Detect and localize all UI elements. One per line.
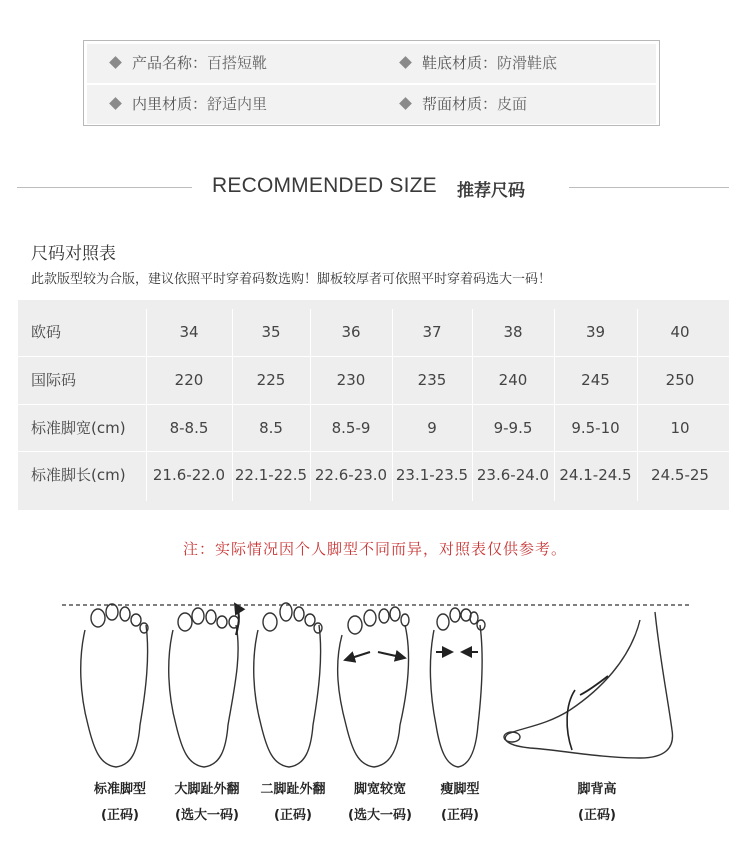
foot-type-name: 脚背高 xyxy=(577,782,617,797)
property-value: 舒适内里 xyxy=(207,95,268,113)
property-value: 皮面 xyxy=(497,95,528,113)
table-cell: 8.5 xyxy=(259,419,283,437)
table-divider xyxy=(18,404,729,405)
row-header: 标准脚宽(cm) xyxy=(31,419,126,437)
foot-high-instep-icon xyxy=(504,612,673,758)
diamond-bullet-icon xyxy=(399,56,412,69)
table-cell: 22.6-23.0 xyxy=(314,466,388,484)
diamond-bullet-icon xyxy=(399,97,412,110)
table-cell: 225 xyxy=(256,371,286,389)
disclaimer-note: 注：实际情况因个人脚型不同而异，对照表仅供参考。 xyxy=(182,540,567,558)
heading-divider xyxy=(17,187,192,188)
table-cell: 250 xyxy=(665,371,695,389)
foot-wide-icon xyxy=(338,607,409,767)
table-cell: 22.1-22.5 xyxy=(234,466,308,484)
heading-divider xyxy=(569,187,729,188)
section-heading xyxy=(0,172,750,202)
foot-type-advice: (选大一码) xyxy=(175,808,239,823)
row-header: 标准脚长(cm) xyxy=(31,466,126,484)
foot-type-name: 标准脚型 xyxy=(93,782,146,797)
foot-slim-icon xyxy=(430,608,485,767)
table-row xyxy=(18,452,729,499)
table-cell: 38 xyxy=(503,323,523,341)
table-cell: 23.1-23.5 xyxy=(395,466,469,484)
table-cell: 220 xyxy=(174,371,204,389)
table-divider xyxy=(392,309,393,501)
table-cell: 245 xyxy=(581,371,610,389)
table-divider xyxy=(472,309,473,501)
diamond-bullet-icon xyxy=(109,97,122,110)
table-cell: 34 xyxy=(179,323,199,341)
table-cell: 21.6-22.0 xyxy=(152,466,226,484)
size-chart-note: 此款版型较为合版，建议依照平时穿着码数选购！脚板较厚者可依照平时穿着码选大一码！ xyxy=(31,272,552,287)
table-row xyxy=(18,309,729,356)
table-divider xyxy=(232,309,233,501)
foot-types-illustration xyxy=(0,590,750,858)
foot-type-name: 瘦脚型 xyxy=(440,782,480,797)
foot-type-name: 二脚趾外翻 xyxy=(260,782,326,797)
table-divider xyxy=(637,309,638,501)
table-cell: 40 xyxy=(670,323,690,341)
property-value: 防滑鞋底 xyxy=(497,54,558,72)
table-divider xyxy=(146,309,147,501)
property-value: 百搭短靴 xyxy=(207,54,268,72)
table-cell: 10 xyxy=(670,419,690,437)
properties-row xyxy=(87,44,656,83)
table-cell: 35 xyxy=(261,323,281,341)
row-header: 国际码 xyxy=(31,371,77,389)
properties-row xyxy=(87,85,656,124)
property-label: 鞋底材质： xyxy=(422,54,498,72)
foot-type-advice: (正码) xyxy=(578,808,616,823)
foot-type-name: 大脚趾外翻 xyxy=(174,782,240,797)
property-label: 帮面材质： xyxy=(422,95,498,113)
foot-standard-icon xyxy=(81,604,148,767)
heading-chinese: 推荐尺码 xyxy=(457,181,525,201)
table-cell: 24.1-24.5 xyxy=(559,466,632,484)
property-item xyxy=(401,85,527,124)
foot-second-toe-icon xyxy=(254,603,322,767)
product-properties xyxy=(83,40,660,126)
property-item xyxy=(111,44,267,83)
diamond-bullet-icon xyxy=(109,56,122,69)
size-chart-title: 尺码对照表 xyxy=(31,244,116,264)
table-row xyxy=(18,357,729,404)
table-cell: 36 xyxy=(341,323,361,341)
table-cell: 24.5-25 xyxy=(651,466,709,484)
property-item xyxy=(111,85,267,124)
table-divider xyxy=(554,309,555,501)
table-cell: 235 xyxy=(417,371,447,389)
table-cell: 230 xyxy=(336,371,366,389)
table-row xyxy=(18,405,729,452)
foot-type-advice: (选大一码) xyxy=(348,808,412,823)
foot-type-advice: (正码) xyxy=(441,808,479,823)
table-cell: 9.5-10 xyxy=(571,419,620,437)
table-cell: 9-9.5 xyxy=(493,419,533,437)
table-divider xyxy=(18,451,729,452)
table-divider xyxy=(18,356,729,357)
heading-english: RECOMMENDED SIZE xyxy=(212,174,437,197)
table-cell: 39 xyxy=(585,323,606,341)
foot-type-advice: (正码) xyxy=(101,808,139,823)
row-header: 欧码 xyxy=(31,323,62,341)
table-cell: 37 xyxy=(422,323,442,341)
table-cell: 23.6-24.0 xyxy=(476,466,550,484)
foot-type-advice: (正码) xyxy=(274,808,312,823)
foot-bunion-icon xyxy=(169,604,239,767)
table-cell: 8-8.5 xyxy=(169,419,209,437)
table-cell: 240 xyxy=(498,371,528,389)
property-label: 内里材质： xyxy=(132,95,208,113)
table-cell: 8.5-9 xyxy=(331,419,371,437)
table-cell: 9 xyxy=(427,419,437,437)
table-divider xyxy=(310,309,311,501)
foot-type-name: 脚宽较宽 xyxy=(353,782,406,797)
property-item xyxy=(401,44,557,83)
property-label: 产品名称： xyxy=(132,54,208,72)
size-table xyxy=(18,300,729,510)
